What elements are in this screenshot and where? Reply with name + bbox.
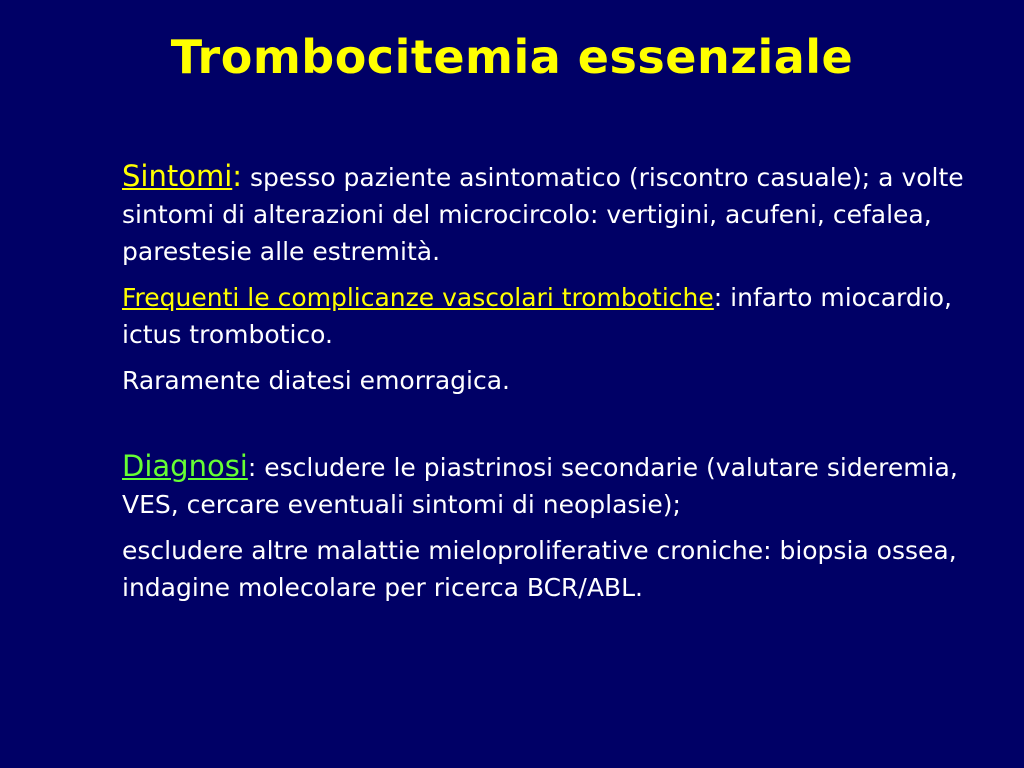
- sintomi-colon: :: [232, 159, 243, 193]
- escludere-text: escludere altre malattie mieloproliferative croniche: biopsia ossea, indagine molecolare per ricerca BCR/ABL.: [122, 536, 957, 602]
- diagnosi-paragraph: [122, 448, 982, 523]
- complicanze-paragraph: [122, 279, 982, 353]
- diagnosi-text: : escludere le piastrinosi secondarie (valutare sideremia, VES, cercare eventuali sintomi di neoplasie);: [122, 453, 958, 519]
- paragraph-gap: [122, 408, 982, 448]
- sintomi-paragraph: [122, 158, 982, 270]
- complicanze-label: Frequenti le complicanze vascolari trombotiche: [122, 283, 714, 312]
- sintomi-label: Sintomi: [122, 159, 233, 193]
- diatesi-paragraph: [122, 362, 982, 399]
- complicanze-text: : infarto miocardio, ictus trombotico.: [122, 283, 952, 349]
- slide-body: [122, 158, 982, 615]
- slide-title: Trombocitemia essenziale: [170, 30, 854, 84]
- escludere-paragraph: [122, 532, 982, 606]
- diagnosi-label: Diagnosi: [122, 449, 248, 483]
- diatesi-text: Raramente diatesi emorragica.: [122, 366, 510, 395]
- sintomi-text: spesso paziente asintomatico (riscontro casuale); a volte sintomi di alterazioni del microcircolo: vertigini, acufeni, cefalea, parestesie alle estremità.: [122, 163, 964, 266]
